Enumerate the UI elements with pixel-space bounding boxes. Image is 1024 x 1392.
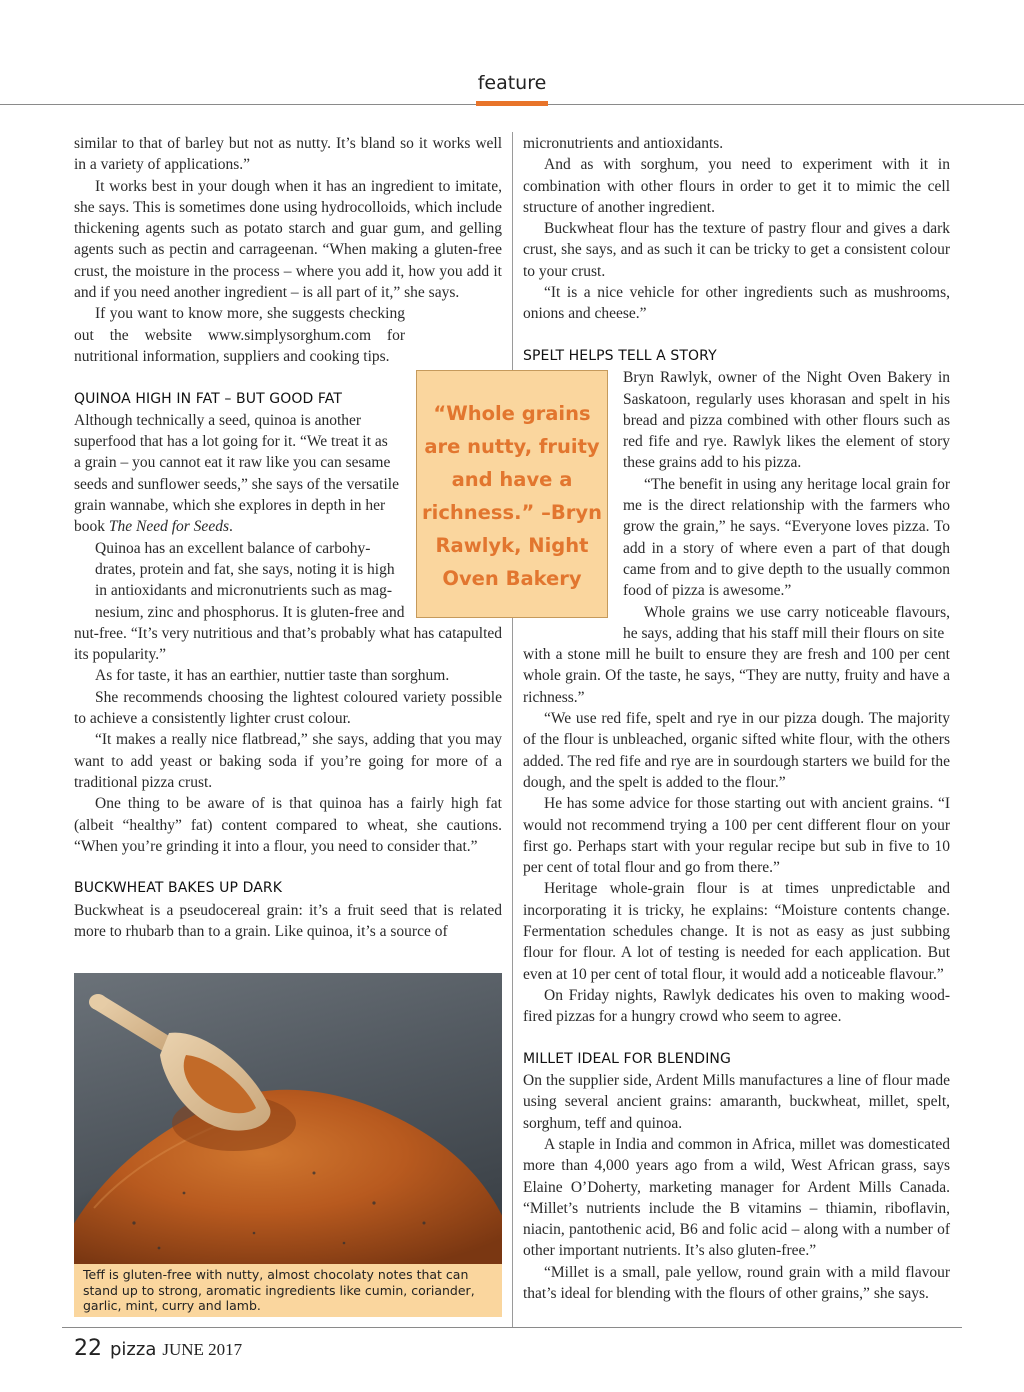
section-heading-quinoa: QUINOA HIGH IN FAT – BUT GOOD FAT <box>74 390 342 407</box>
publication-name: pizza <box>110 1339 157 1360</box>
paragraph: nut-free. “It’s very nutritious and that’s probably what has catapulted its popularity.” <box>74 624 502 664</box>
paragraph: Bryn Rawlyk, owner of the Night Oven Bakery in Saskatoon, regularly uses khorasan and spelt in his bread and pizza combined with other flours such as red fife and rye. Rawlyk likes the element of story these grains add to his pizza. <box>623 369 950 472</box>
column-divider <box>512 132 513 1327</box>
pull-quote: “Whole grains are nutty, fruity and have a richness.” –Bryn Rawlyk, Night Oven Bakery <box>416 370 608 618</box>
paragraph: micronutrients and antioxidants. <box>523 135 724 152</box>
paragraph: with a stone mill he built to ensure they are fresh and 100 per cent whole grain. Of the taste, he says, “They are nutty, fruity and have a richness.” <box>523 646 950 706</box>
page-footer <box>74 1336 242 1361</box>
paragraph: Whole grains we use carry noticeable flavours, he says, adding that his staff mill their flours on site <box>623 603 950 642</box>
paragraph: On the supplier side, Ardent Mills manufactures a line of flour made using several ancient grains: amaranth, buckwheat, millet, spelt, sorghum, teff and quinoa. <box>523 1072 950 1132</box>
section-heading-spelt: SPELT HELPS TELL A STORY <box>523 347 717 364</box>
paragraph: If you want to know more, she suggests checking out the website www.simplysorghum.com for nutritional information, suppliers and cooking tips. <box>74 305 405 365</box>
header-accent-bar <box>476 101 548 106</box>
section-heading-buckwheat: BUCKWHEAT BAKES UP DARK <box>74 880 283 897</box>
section-label: feature <box>477 72 547 94</box>
paragraph: “Millet is a small, pale yellow, round grain with a mild flavour that’s ideal for blending with the flours of other grains,” she says. <box>523 1263 950 1303</box>
paragraph: “It makes a really nice flatbread,” she says, adding that you may want to add yeast or baking soda if you’re going for more of a traditional pizza crust. <box>74 731 502 791</box>
paragraph: As for taste, it has an earthier, nuttier taste than sorghum. <box>95 667 450 685</box>
paragraph: Buckwheat is a pseudocereal grain: it’s a fruit seed that is related more to rhubarb than to a grain. Like quinoa, it’s a source of <box>74 901 502 940</box>
right-column <box>523 133 950 1304</box>
issue-date: JUNE 2017 <box>162 1340 243 1359</box>
paragraph: She recommends choosing the lightest coloured variety possible to achieve a consistently lighter crust colour. <box>74 688 502 728</box>
footer-rule <box>62 1327 962 1328</box>
paragraph: similar to that of barley but not as nutty. It’s bland so it works well in a variety of applications.” <box>74 135 502 174</box>
paragraph: “We use red fife, spelt and rye in our pizza dough. The majority of the flour is unbleached, organic sifted white flour, with the others added. The red fife and rye are in sourdough starters we build for the dough, and the spelt is added to the flour.” <box>523 710 950 791</box>
paragraph: A staple in India and common in Africa, millet was domesticated more than 4,000 years ago from a wild, West African grass, says Elaine O’Doherty, marketing manager for Ardent Mills Canada. “Millet’s nutrients include the B vitamins – thiamin, riboflavin, niacin, pantothenic acid, B6 and folic acid – along with a number of other important nutrients. It’s also gluten-free.” <box>523 1135 950 1260</box>
paragraph: And as with sorghum, you need to experiment with it in combination with other flours in order to get it to mimic the cell structure of another ingredient. <box>523 156 950 216</box>
paragraph: “It is a nice vehicle for other ingredients such as mushrooms, onions and cheese.” <box>523 284 950 323</box>
photo-caption: Teff is gluten-free with nutty, almost chocolaty notes that can stand up to strong, aromatic ingredients like cumin, coriander, garlic, mint, curry and lamb. <box>74 1264 502 1317</box>
paragraph: Quinoa has an excellent balance of carbohy- drates, protein and fat, she says, noting it is high in antioxidants and micronutrients such as mag- nesium, zinc and phosphorus. It is gluten-free and <box>95 539 405 621</box>
paragraph: Although technically a seed, quinoa is another superfood that has a lot going for it. “We treat it as a grain – you cannot eat it raw like you can sesame seeds and sunflower seeds,” she says of the versatile grain wannabe, which she explores in depth in her book The Need for Seeds. <box>74 411 399 536</box>
page-number: 22 <box>74 1336 102 1361</box>
section-heading-millet: MILLET IDEAL FOR BLENDING <box>523 1050 731 1067</box>
paragraph: He has some advice for those starting out with ancient grains. “I would not recommend trying a 100 per cent different flour on your first go. Perhaps start with your regular recipe but sub in five to 10 per cent of total flour and go from there.” <box>523 795 950 877</box>
paragraph: “The benefit in using any heritage local grain for me is the direct relationship with the farmers who grow the grain,” he says. “Everyone loves pizza. To add in a story of where even a part of that dough came from and to give depth to the usually common food of pizza is awesome.” <box>623 475 950 600</box>
book-title: The Need for Seeds <box>108 518 229 536</box>
paragraph: Heritage whole-grain flour is at times unpredictable and incorporating it is tricky, he explains: “Moisture contents change. Fermentation schedules change. It is not as easy as just subbing flour for flour. A lot of testing is needed for each application. But even at 10 per cent of total flour, it would add a noticeable flavour.” <box>523 880 950 983</box>
paragraph: It works best in your dough when it has an ingredient to imitate, she says. This is sometimes done using hydrocolloids, which include thickening agents such as potato starch and guar gum, and gelling agents such as pectin and carrageenan. “When making a gluten-free crust, the moisture in the process – where you add it, how you add it and if you need another ingredient – is all part of it,” she says. <box>74 177 502 302</box>
paragraph: One thing to be aware of is that quinoa has a fairly high fat (albeit “healthy” fat) content compared to wheat, she cautions. “When you’re grinding it into a flour, you need to consider that.” <box>74 795 502 855</box>
teff-photo <box>74 973 502 1317</box>
paragraph: Buckwheat flour has the texture of pastry flour and gives a dark crust, she says, and as such it can be tricky to get a consistent colour to your crust. <box>523 220 950 280</box>
paragraph: On Friday nights, Rawlyk dedicates his oven to making wood-fired pizzas for a hungry crowd who seem to agree. <box>523 986 950 1026</box>
